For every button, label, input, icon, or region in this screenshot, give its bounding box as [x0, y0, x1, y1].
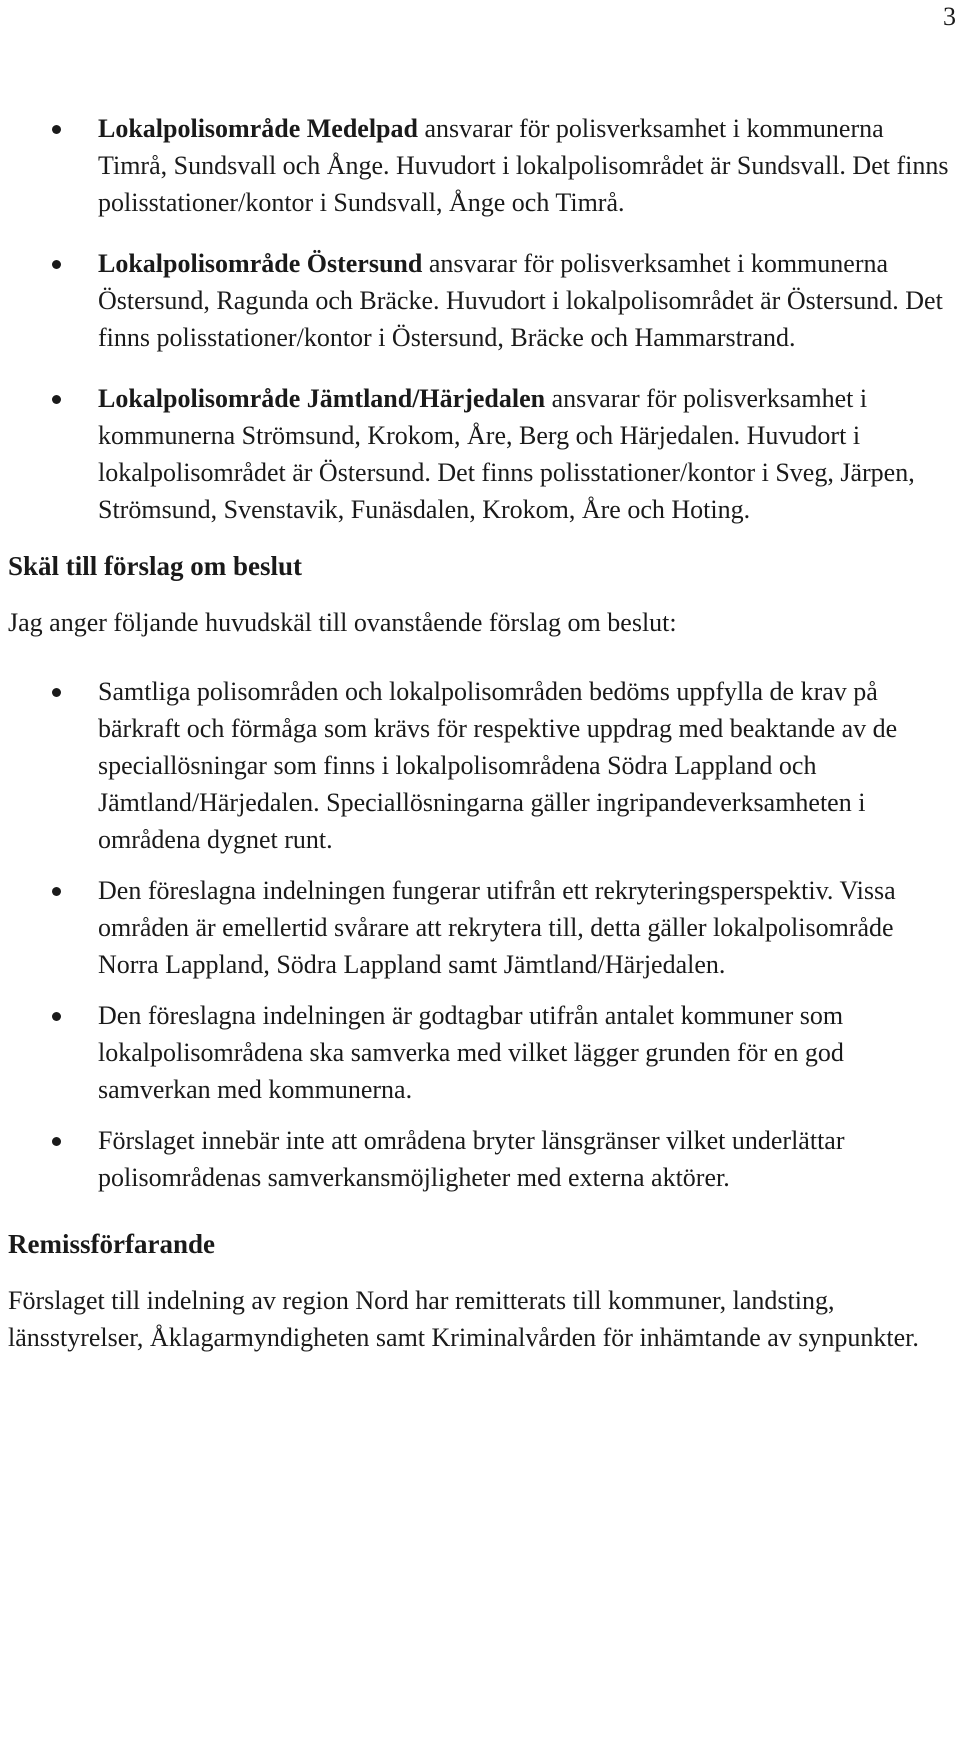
bullet-icon [52, 1012, 61, 1021]
section-intro: Jag anger följande huvudskäl till ovanstående förslag om beslut: [8, 608, 677, 637]
reason-text: Den föreslagna indelningen är godtagbar utifrån antalet kommuner som lokalpolisområdena ska samverka med vilket lägger grunden för en god samverkan med kommunerna. [98, 1001, 844, 1104]
section-heading: Remissförfarande [8, 1229, 215, 1259]
bullet-icon [52, 395, 61, 404]
area-name: Lokalpolisområde Östersund [98, 249, 423, 278]
bullet-icon [52, 887, 61, 896]
list-item [8, 872, 956, 983]
section-text: Förslaget till indelning av region Nord har remitterats till kommuner, landsting, länsstyrelser, Åklagarmyndigheten samt Kriminalvården för inhämtande av synpunkter. [8, 1286, 919, 1352]
document-body [8, 110, 956, 1356]
area-name: Lokalpolisområde Jämtland/Härjedalen [98, 384, 546, 413]
list-item [8, 673, 956, 858]
list-item [8, 110, 956, 221]
reason-text: Den föreslagna indelningen fungerar utifrån ett rekryteringsperspektiv. Vissa områden är emellertid svårare att rekrytera till, detta gäller lokalpolisområde Norra Lappland, Södra Lappland samt Jämtland/Härjedalen. [98, 876, 896, 979]
bullet-icon [52, 260, 61, 269]
bullet-icon [52, 1137, 61, 1146]
list-item [8, 1122, 956, 1196]
area-text: ansvarar för polisverksamhet i kommunerna Östersund, Ragunda och Bräcke. Huvudort i lokalpolisområdet är Östersund. Det finns polisstationer/kontor i Östersund, Bräcke och Hammarstrand. [98, 249, 943, 352]
area-text: ansvarar för polisverksamhet i kommunerna Timrå, Sundsvall och Ånge. Huvudort i lokalpolisområdet är Sundsvall. Det finns polisstationer/kontor i Sundsvall, Ånge och Timrå. [98, 114, 949, 217]
reason-text: Förslaget innebär inte att områdena bryter länsgränser vilket underlättar polisområdenas samverkansmöjligheter med externa aktörer. [98, 1126, 845, 1192]
list-item [8, 245, 956, 356]
reason-list [8, 673, 956, 1196]
list-item [8, 997, 956, 1108]
section-heading: Skäl till förslag om beslut [8, 551, 303, 581]
area-name: Lokalpolisområde Medelpad [98, 114, 418, 143]
bullet-icon [52, 125, 61, 134]
list-item [8, 380, 956, 528]
area-list [8, 110, 956, 528]
reason-text: Samtliga polisområden och lokalpolisområden bedöms uppfylla de krav på bärkraft och förmåga som krävs för respektive uppdrag med beaktande av de speciallösningar som finns i lokalpolisområdena Södra Lappland och Jämtland/Härjedalen. Speciallösningarna gäller ingripandeverksamheten i områdena dygnet runt. [98, 677, 898, 854]
page-number: 3 [943, 2, 956, 31]
bullet-icon [52, 688, 61, 697]
area-text: ansvarar för polisverksamhet i kommunerna Strömsund, Krokom, Åre, Berg och Härjedalen. Huvudort i lokalpolisområdet är Östersund. Det finns polisstationer/kontor i Sveg, Järpen, Strömsund, Svenstavik, Funäsdalen, Krokom, Åre och Hoting. [98, 384, 915, 524]
